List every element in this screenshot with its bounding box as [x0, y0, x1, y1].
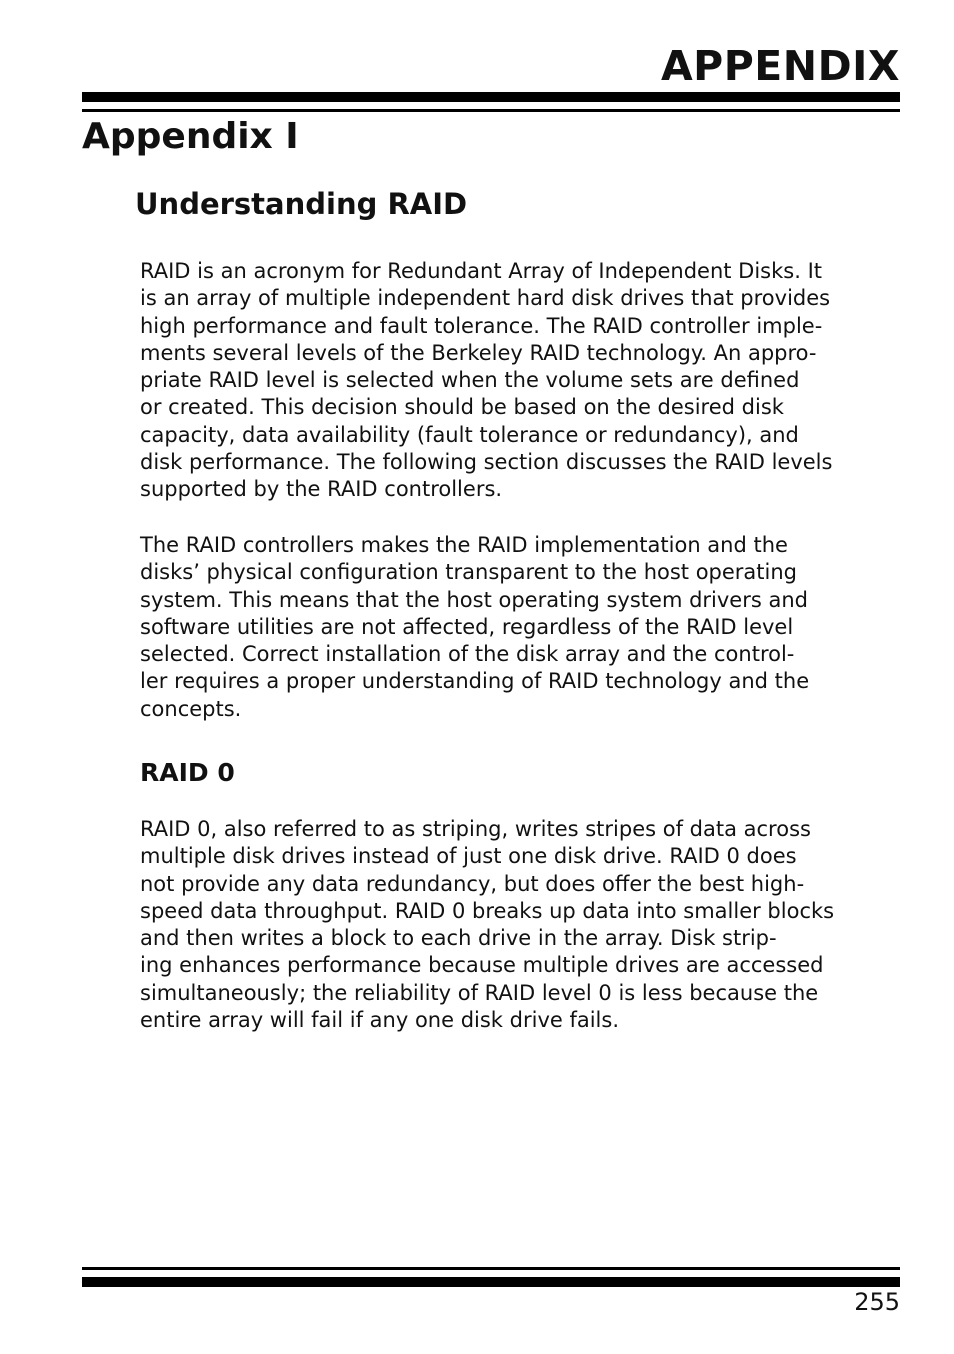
- running-head: APPENDIX: [660, 42, 900, 90]
- controller-paragraph: The RAID controllers makes the RAID implementation and the disks’ physical configuration transparent to the host operating system. This means that the host operating system drivers and software utilities are not affected, regardless of the RAID level selected. Correct installation of the disk array and the control- ler requires a proper understanding of RAID technology and the concepts.: [140, 533, 810, 721]
- page-number: 255: [854, 1288, 900, 1316]
- footer-rule-thin: [82, 1267, 900, 1270]
- header-rule-thick: [82, 92, 900, 102]
- footer-rule-thick: [82, 1277, 900, 1287]
- raid0-heading: RAID 0: [140, 758, 235, 787]
- appendix-title: Appendix I: [82, 116, 299, 157]
- section-title: Understanding RAID: [135, 187, 468, 221]
- intro-paragraph: RAID is an acronym for Redundant Array of Independent Disks. It is an array of multiple independent hard disk drives that provides high performance and fault tolerance. The RAID controller imple- ments several levels of the Berkeley RAID technology. An appro- priate RAID level is selected when the volume sets are defined or created. This decision should be based on the desired disk capacity, data availability (fault tolerance or redundancy), and disk performance. The following section discusses the RAID levels supported by the RAID controllers.: [140, 259, 833, 502]
- raid0-paragraph: RAID 0, also referred to as striping, writes stripes of data across multiple disk drives instead of just one disk drive. RAID 0 does not provide any data redundancy, but does offer the best high- speed data throughput. RAID 0 breaks up data into smaller blocks and then writes a block to each drive in the array. Disk strip- ing enhances performance because multiple drives are accessed simultaneously; the reliability of RAID level 0 is less because the entire array will fail if any one disk drive fails.: [140, 817, 835, 1033]
- header-rule-thin: [82, 109, 900, 112]
